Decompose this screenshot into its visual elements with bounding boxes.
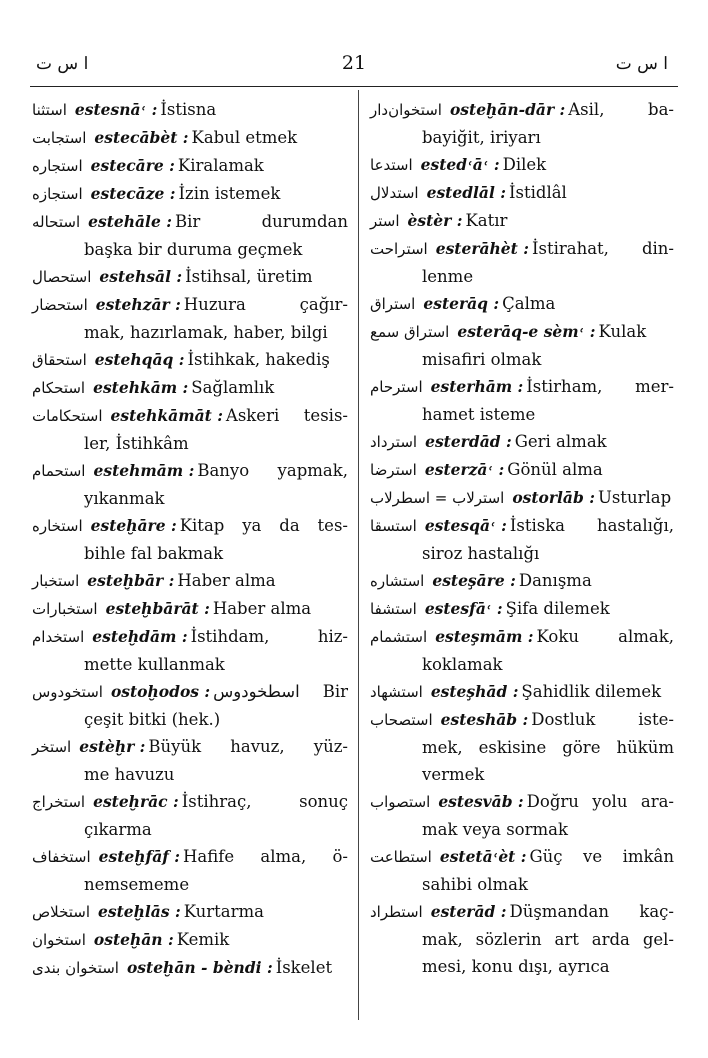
entry-headword: esterhām :: [430, 377, 524, 396]
entry-arabic-script: استسقا: [370, 517, 417, 535]
entry-arabic-script: استخوان: [32, 931, 86, 949]
entry-headword: esteşmām :: [435, 627, 534, 646]
entry-definition-continued: mak, sözlerin art arda gel- mesi, konu dışı, ayrıca: [422, 930, 674, 976]
entry-definition-continued: mette kullanmak: [84, 655, 225, 674]
entry-definition: Kemik: [176, 930, 230, 949]
entry-definition: İstihraç, sonuç: [181, 792, 348, 811]
entry-headword: esterāq :: [423, 294, 500, 313]
entry-arabic-script: استحقاق: [32, 351, 87, 369]
dictionary-entry: [32, 457, 348, 512]
entry-arabic-script: استخر: [32, 738, 72, 756]
entry-arabic-script: استخفاف: [32, 848, 91, 866]
entry-definition-continued: başka bir duruma geçmek: [84, 240, 303, 259]
entry-headword: ostoḫodos :: [110, 682, 211, 701]
entry-definition: Katır: [465, 211, 508, 230]
dictionary-entry: [370, 623, 674, 678]
entry-headword: esteşāre :: [432, 571, 516, 590]
dictionary-entry: [32, 346, 348, 374]
entry-headword: esteḫfāf :: [98, 847, 181, 866]
entry-arabic-script: استرداد: [370, 433, 418, 451]
entry-definition-continued: çıkarma: [84, 820, 152, 839]
entry-headword: estehāle :: [88, 212, 172, 231]
dictionary-entry: [370, 843, 674, 898]
entry-definition: Dilek: [502, 155, 547, 174]
entry-headword: osteḫān :: [93, 930, 174, 949]
entry-headword: estehqāq :: [94, 350, 185, 369]
left-column: [32, 96, 348, 982]
dictionary-entry: [370, 706, 674, 788]
entry-definition: Şahidlik dilemek: [521, 682, 662, 701]
entry-definition: Kulak: [598, 322, 647, 341]
dictionary-entry: [370, 788, 674, 843]
entry-definition-continued: nemsememe: [84, 875, 190, 894]
dictionary-entry: [32, 733, 348, 788]
entry-arabic-script: استصواب: [370, 793, 431, 811]
entry-definition-continued: mak veya sormak: [422, 820, 568, 839]
entry-headword: estesfā˓ :: [424, 599, 503, 618]
entry-arabic-script: استخلاص: [32, 903, 91, 921]
dictionary-entry: [370, 96, 674, 151]
entry-headword: ostorlāb :: [512, 488, 595, 507]
entry-definition-continued: mak, hazırlamak, haber, bilgi: [84, 323, 328, 342]
entry-definition-continued: mek, eskisine göre hüküm vermek: [422, 738, 674, 784]
entry-arabic-script: استثنا: [32, 101, 67, 119]
entry-definition: İstidlâl: [508, 183, 567, 202]
entry-headword: esteḫāre :: [90, 516, 177, 535]
dictionary-entry: [32, 374, 348, 402]
entry-definition-continued: koklamak: [422, 655, 503, 674]
dictionary-entry: [370, 428, 674, 456]
entry-headword: esteḫrāc :: [93, 792, 179, 811]
entry-arabic-script: استشاره: [370, 572, 425, 590]
entry-definition: Dostluk iste-: [531, 710, 674, 729]
dictionary-entry: [32, 788, 348, 843]
entry-headword: estesqā˓ :: [424, 516, 507, 535]
entry-arabic-script: استحكام: [32, 379, 86, 397]
entry-headword: estecābèt :: [94, 128, 189, 147]
entry-definition: İstihsal, üretim: [185, 267, 313, 286]
entry-headword: osteḫān-dār :: [449, 100, 566, 119]
dictionary-entry: [32, 926, 348, 954]
entry-arabic-script: استخاره: [32, 517, 83, 535]
entry-arabic-script: استجاره: [32, 157, 83, 175]
entry-headword: estesvāb :: [438, 792, 524, 811]
entry-arabic-script: استجازه: [32, 185, 83, 203]
entry-arabic-script: استخوان بندی: [32, 959, 119, 977]
dictionary-entry: [32, 567, 348, 595]
dictionary-entry: [32, 291, 348, 346]
entry-definition-continued: yıkanmak: [84, 489, 165, 508]
entry-headword: esteşhād :: [430, 682, 519, 701]
entry-definition: Büyük havuz, yüz-: [148, 737, 348, 756]
entry-headword: esteḫdām :: [92, 627, 188, 646]
entry-definition: İstirham, mer-: [526, 377, 674, 396]
dictionary-entry: [32, 402, 348, 457]
entry-arabic-script: استخبارات: [32, 600, 98, 618]
page-number: 21: [341, 52, 367, 74]
dictionary-entry: [370, 373, 674, 428]
header-rule: [30, 86, 678, 87]
entry-definition: İstisna: [160, 100, 217, 119]
entry-headword: estehzār :: [95, 295, 181, 314]
dictionary-entry: [370, 456, 674, 484]
entry-definition: İstirahat, din-: [531, 239, 674, 258]
entry-arabic-script: استخدام: [32, 628, 85, 646]
header-left-letters: ا س ت: [36, 54, 89, 74]
entry-headword: èstèr :: [407, 211, 463, 230]
entry-arabic-script: استدعا: [370, 156, 413, 174]
entry-definition: Düşmandan kaç-: [509, 902, 674, 921]
entry-headword: esterād :: [430, 902, 507, 921]
entry-headword: estedlāl :: [426, 183, 506, 202]
entry-definition-continued: me havuzu: [84, 765, 175, 784]
entry-definition: Koku almak,: [536, 627, 674, 646]
dictionary-entry: [370, 595, 674, 623]
entry-arabic-script: استخودوس: [32, 683, 103, 701]
entry-definition-continued: lenme: [422, 267, 474, 286]
entry-arabic-script: استخراج: [32, 793, 86, 811]
entry-arabic-script: استصحاب: [370, 711, 433, 729]
dictionary-entry: [32, 152, 348, 180]
entry-definition: Huzura çağır-: [183, 295, 348, 314]
dictionary-entry: [32, 678, 348, 733]
entry-definition: Danışma: [518, 571, 592, 590]
dictionary-entry: [370, 567, 674, 595]
dictionary-entry: [370, 678, 674, 706]
entry-arabic-script: استراق سمع: [370, 323, 450, 341]
entry-definition: Usturlap: [597, 488, 672, 507]
entry-arabic-script: استحكامات: [32, 407, 103, 425]
dictionary-entry: [370, 898, 674, 980]
entry-definition-continued: sahibi olmak: [422, 875, 528, 894]
entry-definition: Çalma: [502, 294, 556, 313]
entry-arabic-script: استشهاد: [370, 683, 423, 701]
dictionary-entry: [32, 263, 348, 291]
dictionary-entry: [32, 96, 348, 124]
entry-definition: Hafife alma, ö-: [183, 847, 348, 866]
entry-headword: esteḫlās :: [98, 902, 181, 921]
dictionary-entry: [370, 151, 674, 179]
entry-arabic-script: استحصال: [32, 268, 92, 286]
entry-headword: estèḫr :: [79, 737, 146, 756]
dictionary-entry: [32, 595, 348, 623]
entry-definition: Haber alma: [177, 571, 276, 590]
header-right-letters: ا س ت: [615, 54, 668, 74]
entry-arabic-script: استشمام: [370, 628, 428, 646]
entry-headword: estecāre :: [90, 156, 175, 175]
right-column: [370, 96, 674, 980]
entry-arabic-script: استر: [370, 212, 400, 230]
entry-arabic-script: استرضا: [370, 461, 417, 479]
entry-arabic-script: استخبار: [32, 572, 80, 590]
dictionary-entry: [370, 235, 674, 290]
entry-headword: esteḫbār :: [87, 571, 175, 590]
entry-headword: estetā˓èt :: [439, 847, 527, 866]
entry-definition: Askeri tesis-: [225, 406, 348, 425]
column-divider: [358, 90, 359, 1020]
dictionary-entry: [32, 623, 348, 678]
entry-definition-continued: misafiri olmak: [422, 350, 542, 369]
entry-arabic-script: استحمام: [32, 462, 86, 480]
entry-definition: Kiralamak: [177, 156, 264, 175]
dictionary-entry: [370, 512, 674, 567]
entry-headword: esterzā˓ :: [424, 460, 505, 479]
dictionary-entry: [370, 179, 674, 207]
entry-arabic-script: استخوان‌دار: [370, 101, 442, 119]
entry-definition-continued: siroz hastalığı: [422, 544, 540, 563]
dictionary-entry: [32, 208, 348, 263]
entry-arabic-script: استرحام: [370, 378, 423, 396]
entry-arabic-script: استجابت: [32, 129, 87, 147]
dictionary-entry: [370, 207, 674, 235]
entry-arabic-script: استحضار: [32, 296, 88, 314]
dictionary-entry: [370, 290, 674, 318]
entry-definition: Banyo yapmak,: [197, 461, 348, 480]
dictionary-entry: [370, 318, 674, 373]
entry-headword: esteshāb :: [440, 710, 529, 729]
entry-definition: Kurtarma: [183, 902, 265, 921]
entry-headword: esteḫbārāt :: [105, 599, 210, 618]
entry-headword: esterāq-e sèm˓ :: [457, 322, 596, 341]
entry-arabic-script: استراحت: [370, 240, 428, 258]
entry-arabic-script: استشفا: [370, 600, 417, 618]
entry-definition: Sağlamlık: [191, 378, 275, 397]
entry-definition-continued: hamet isteme: [422, 405, 536, 424]
entry-definition-continued: bihle fal bakmak: [84, 544, 224, 563]
entry-definition-continued: ler, İstihkâm: [84, 434, 189, 453]
entry-arabic-script: استحاله: [32, 213, 81, 231]
dictionary-entry: [32, 124, 348, 152]
entry-definition: İstihdam, hiz-: [190, 627, 348, 646]
entry-headword: estesnā˓ :: [74, 100, 158, 119]
entry-definition: Doğru yolu ara-: [526, 792, 674, 811]
entry-arabic-script: استطراد: [370, 903, 423, 921]
entry-definition: İzin istemek: [178, 184, 281, 203]
dictionary-entry: [32, 954, 348, 982]
entry-definition: İstiska hastalığı,: [509, 516, 674, 535]
entry-headword: ested˓ā˓ :: [420, 155, 500, 174]
entry-arabic-script: استطاعت: [370, 848, 432, 866]
entry-definition: Güç ve imkân: [529, 847, 674, 866]
entry-arabic-script: استرلاب = اسطرلاب: [370, 489, 505, 507]
entry-definition-continued: bayiğit, iriyarı: [422, 128, 541, 147]
entry-headword: esterdād :: [425, 432, 512, 451]
entry-definition: İstihkak, hakediş: [187, 350, 330, 369]
entry-headword: estecāze :: [90, 184, 176, 203]
dictionary-entry: [32, 843, 348, 898]
entry-headword: estehsāl :: [99, 267, 183, 286]
entry-headword: estehkām :: [93, 378, 189, 397]
entry-headword: estehmām :: [93, 461, 195, 480]
dictionary-entry: [370, 484, 674, 512]
entry-headword: esterāhèt :: [435, 239, 529, 258]
entry-headword: osteḫān - bèndi :: [126, 958, 273, 977]
entry-definition: İskelet: [275, 958, 333, 977]
dictionary-entry: [32, 898, 348, 926]
dictionary-entry: [32, 512, 348, 567]
entry-definition: Kabul etmek: [191, 128, 298, 147]
dictionary-entry: [32, 180, 348, 208]
entry-definition: اسطخودوس Bir: [213, 682, 348, 701]
entry-definition: Gönül alma: [507, 460, 603, 479]
entry-arabic-script: استدلال: [370, 184, 419, 202]
entry-definition: Bir durumdan: [174, 212, 348, 231]
entry-definition-continued: çeşit bitki (hek.): [84, 710, 221, 729]
entry-arabic-script: استراق: [370, 295, 416, 313]
entry-definition: Şifa dilemek: [505, 599, 610, 618]
entry-definition: Haber alma: [212, 599, 312, 618]
entry-definition: Geri almak: [514, 432, 607, 451]
entry-definition: Asil, ba-: [568, 100, 674, 119]
entry-headword: estehkāmāt :: [110, 406, 223, 425]
entry-definition: Kitap ya da tes-: [179, 516, 348, 535]
